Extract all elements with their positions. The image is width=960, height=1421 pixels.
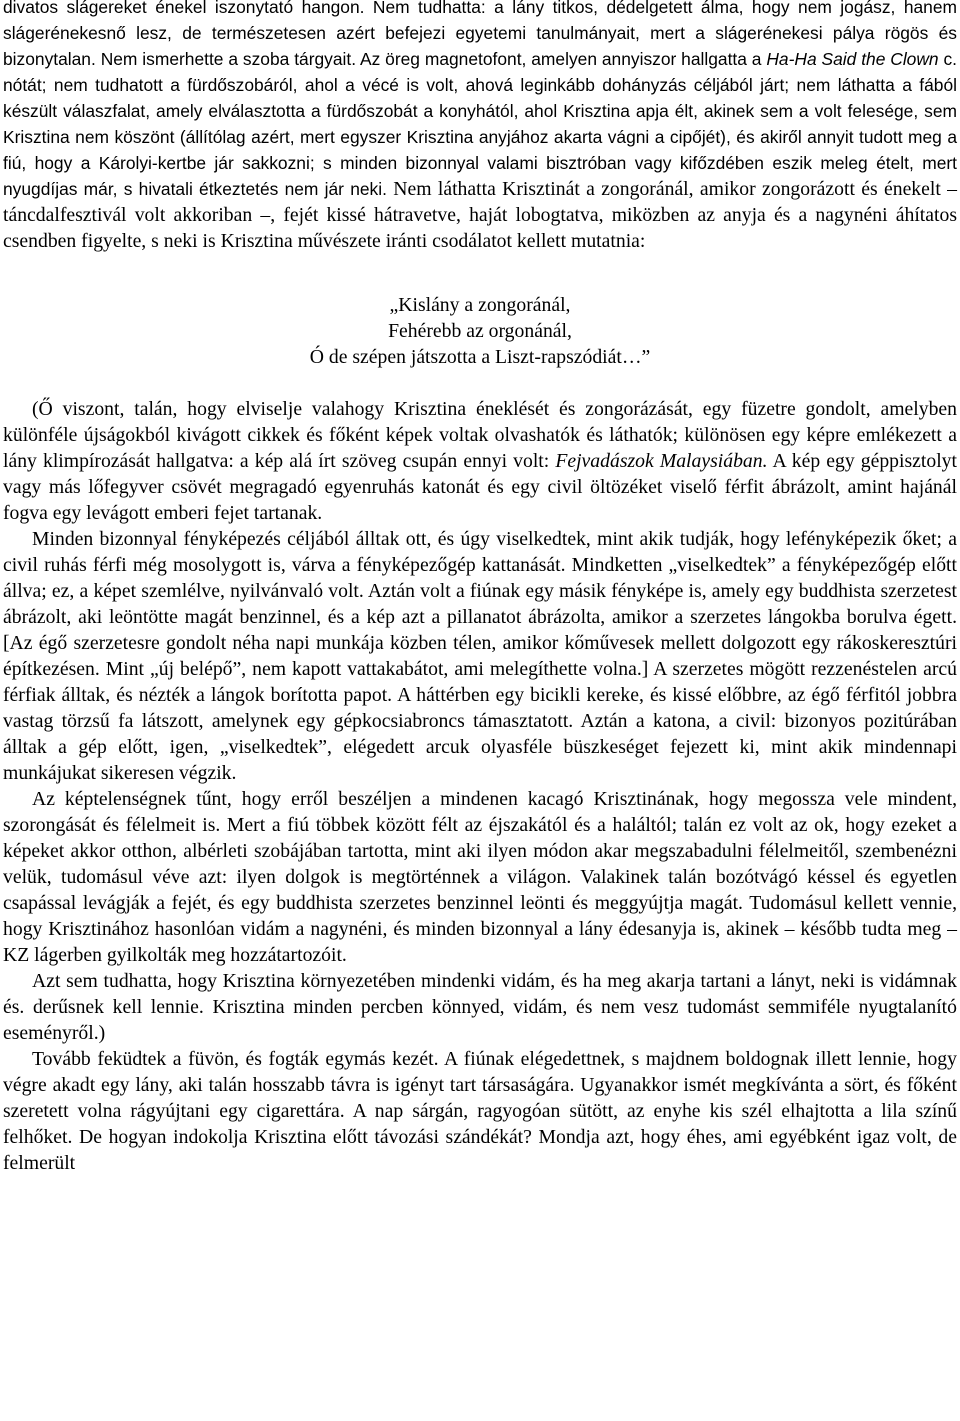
paragraph-1-text: divatos slágereket énekel iszonytató hangon. Nem tudhatta: a lány titkos, dédelgetett álma, hogy nem jogász, hanem slágerénekesnő lesz, de természetesen azért befejezi egyetemi tanulmányait, mert a slágerénekesi pálya rögös és bizonytalan. Nem ismerhette a szoba tárgyait. Az öreg magnetofont, amelyen annyiszor hallgatta a	[3, 0, 957, 69]
paragraph-5: Azt sem tudhatta, hogy Krisztina környezetében mindenki vidám, és ha meg akarja tartani a lányt, neki is vidámnak és. derűsnek kell lennie. Krisztina minden percben könnyed, vidám, és nem vesz tudomást semmiféle nyugtalanító eseményről.)	[3, 970, 957, 1044]
paragraph-1-text-end: Nem láthatta Krisztinát a zongoránál, amikor zongorázott és énekelt – táncdalfesztivál volt akkoriban –, fejét kissé hátravetve, haját lobogtatva, miközben az anyja és a nagynéni áhítatos csendben figyelte, s neki is Krisztina művészete iránti csodálatot kellett mutatnia:	[3, 178, 958, 252]
verse-line-2: Fehérebb az orgonánál,	[388, 320, 572, 342]
paragraph-1	[3, 0, 957, 254]
document-page	[3, 0, 957, 1176]
paragraph-3: Minden bizonnyal fényképezés céljából álltak ott, és úgy viselkedtek, mint akik tudják, hogy lefényképezik őket; a civil ruhás férfi még mosolygott is, várva a fényképezőgép kattanását. Mindketten „viselkedtek” a fényképezőgép előtt állva; ez, a képet szemlélve, nyilvánvaló volt. Aztán volt a fiúnak egy másik fényképe is, amely egy buddhista szerzetest ábrázolt, aki leöntötte magát benzinnel, és a kép azt a pillanatot ábrázolta, amikor a szerzetes lángokba borulva égett. [Az égő szerzetesre gondolt néha napi munkája közben télen, amikor kőművesek mellett dolgozott egy rákoskeresztúri építkezésen. Mint „új belépő”, nem kapott vattakabátot, ami melegíthette volna.] A szerzetes mögött rezzenéstelen arcú férfiak álltak, és nézték a lángok borította papot. A háttérben egy bicikli kereke, és kissé előbbre, az égő férfitól jobbra vastag törzsű fa látszott, amelynek egy gépkocsiabroncs támasztatott. Aztán a katona, a civil: bizonyos pozitúrában álltak a gép előtt, igen, „viselkedtek”, elégedett arcuk olyasféle büszkeséget fejezett ki, mint akik mindennapi munkájukat sikeresen végzik.	[3, 528, 957, 784]
verse-line-1: „Kislány a zongoránál,	[389, 294, 571, 316]
paragraph-6: Tovább feküdtek a füvön, és fogták egymás kezét. A fiúnak elégedettnek, s majdnem boldognak illett lennie, hogy végre akadt egy lány, aki talán hosszabb távra is igényt tart társaságára. Ugyanakkor ismét megkívánta a sört, és főként szeretett volna rágyújtani egy cigarettára. A nap sárgán, ragyogóan sütött, az enyhe kis szél elhajtotta a lila színű felhőket. De hogyan indokolja Krisztina előtt távozási szándékát? Mondja azt, hogy éhes, ami egyébként igaz volt, de felmerült	[3, 1048, 957, 1174]
paragraph-2-text-cont: A kép egy géppisztolyt vagy más lőfegyver csövét megragadó egyenruhás katonát és egy civil öltözéket viselő férfit ábrázolt, amint hajánál fogva egy levágott emberi fejet tartanak.	[3, 450, 957, 524]
paragraph-1-text-cont: c. nótát; nem tudhatott a fürdőszobáról, ahol a vécé is volt, ahová leginkább dohányzás céljából járt; nem láthatta a fából készült válaszfalat, amely elválasztotta a fürdőszobát a konyhától, ahol Krisztina apja élt, akinek sem a volt felesége, sem Krisztina nem köszönt (állítólag azért, mert egyszer Krisztina anyjához akarta vágni a cipőjét), és akiről annyit tudott meg a fiú, hogy a Károlyi-kertbe jár sakkozni; s minden bizonnyal valami bisztróban vagy kifőzdében eszik meleg ételt, mert nyugdíjas már, s hivatali étkeztetés nem jár neki.	[3, 49, 958, 199]
paragraph-4: Az képtelenségnek tűnt, hogy erről beszéljen a mindenen kacagó Krisztinának, hogy megossza vele mindent, szorongását és félelmeit is. Mert a fiú többek között félt az éjszakától és a haláltól; talán ez volt az ok, hogy ezeket a képeket akkor otthon, albérleti szobájában tartotta, mint aki ilyen módon akar megszabadulni félelmeitől, szembenézni velük, tudomásul véve azt: ilyen dolgok is megtörténnek a világon. Valakinek talán bozótvágó késsel és egyetlen csapással levágják a fejét, és egy buddhista szerzetes benzinnel leönti és meggyújtja magát. Tudomásul kellett vennie, hogy Krisztinához hasonlóan vidám a nagynéni, és minden bizonnyal a lány édesanyja is, akinek – később tudta meg – KZ lágerben gyilkolták meg hozzátartozóit.	[3, 788, 957, 966]
paragraph-2	[3, 396, 957, 526]
verse-quote	[3, 292, 957, 370]
verse-line-3: Ó de szépen játszotta a Liszt-rapszódiát…”	[309, 346, 651, 368]
paragraph-2-text: (Ő viszont, talán, hogy elviselje valahogy Krisztina éneklését és zongorázását, egy füzetre gondolt, amelyben különféle újságokból kivágott cikkek és főként képek voltak olvashatók és láthatók; különösen egy képre emlékezett a lány klimpírozását hallgatva: a kép alá írt szöveg csupán ennyi volt:	[3, 398, 957, 472]
song-title: Ha-Ha Said the Clown	[766, 49, 939, 69]
caption-title: Fejvadászok Malaysiában.	[555, 450, 768, 472]
